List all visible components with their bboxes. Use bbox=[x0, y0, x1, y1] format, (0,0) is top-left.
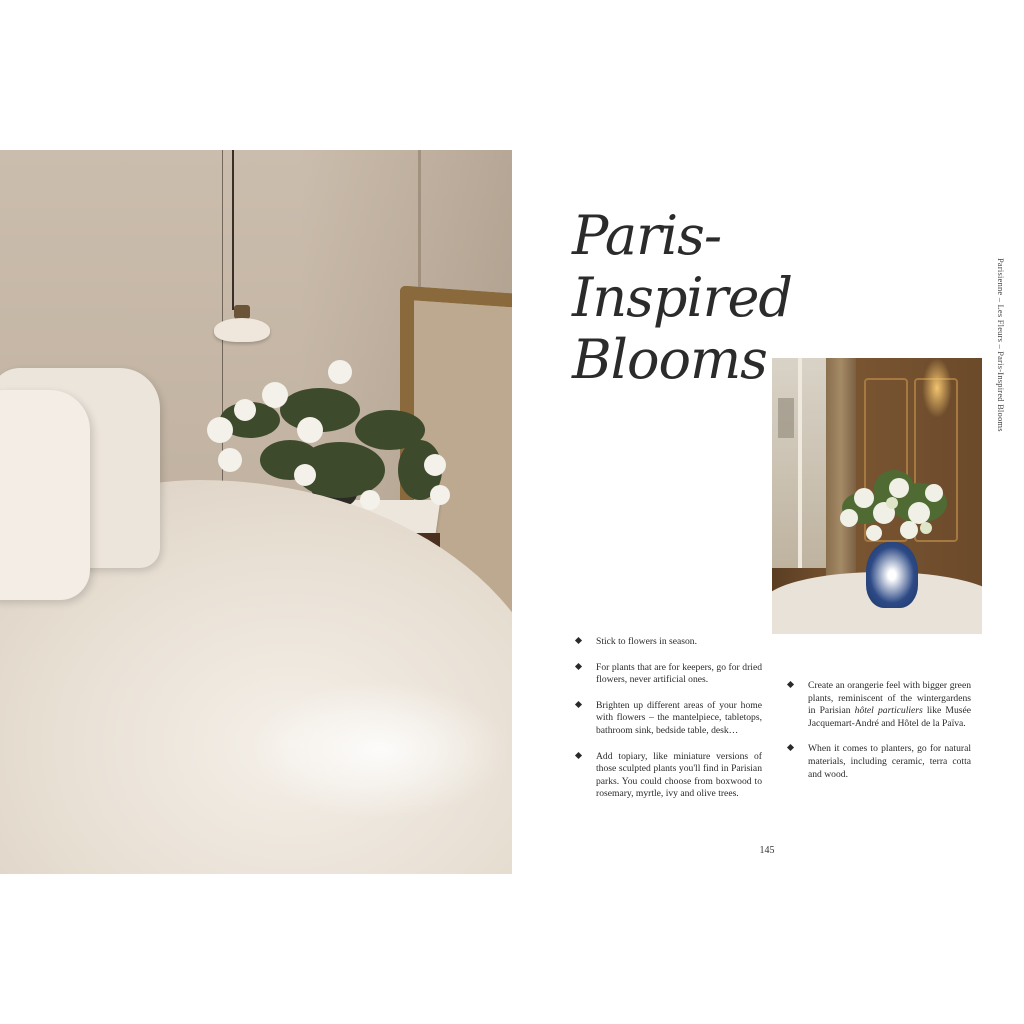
page-number: 145 bbox=[759, 845, 775, 856]
window-mullion bbox=[798, 358, 802, 568]
list-item-text: Add topiary, like miniature versions of those sculpted plants you'll find in Parisian parks. You could choose from boxwood to rosemary, myrtle, ivy and olive trees. bbox=[596, 750, 762, 800]
pendant-cord bbox=[232, 150, 234, 310]
list-item bbox=[786, 680, 971, 730]
pendant-lamp-cap bbox=[234, 305, 250, 319]
diamond-bullet-icon bbox=[575, 637, 582, 644]
title-line: Blooms bbox=[572, 328, 767, 391]
bedroom-photo bbox=[0, 150, 512, 874]
list-item bbox=[574, 636, 762, 649]
vase-photo bbox=[772, 358, 982, 634]
title-line: Paris- bbox=[572, 204, 722, 267]
diamond-bullet-icon bbox=[575, 663, 582, 670]
diamond-bullet-icon bbox=[787, 744, 794, 751]
tips-list-left bbox=[574, 636, 762, 814]
list-item-text: Create an orangerie feel with bigger green plants, reminiscent of the wintergardens in Parisian hôtel particuliers like Musée Jacquemart-André and Hôtel de la Païva. bbox=[808, 680, 971, 729]
list-item bbox=[574, 662, 762, 687]
list-item-text: For plants that are for keepers, go for dried flowers, never artificial ones. bbox=[596, 661, 762, 686]
title-line: Inspired bbox=[572, 266, 792, 329]
blue-white-vase bbox=[866, 542, 918, 608]
pillow bbox=[0, 390, 90, 600]
list-item bbox=[786, 743, 971, 781]
tips-list-right bbox=[786, 680, 971, 794]
list-item-text: Brighten up different areas of your home with flowers – the mantelpiece, tabletops, bathroom sink, bedside table, desk… bbox=[596, 699, 762, 736]
pendant-lamp bbox=[214, 318, 270, 342]
window-pane bbox=[778, 398, 794, 438]
window bbox=[772, 358, 834, 568]
diamond-bullet-icon bbox=[787, 681, 794, 688]
white-bouquet bbox=[834, 458, 954, 553]
list-item bbox=[574, 751, 762, 801]
emphasis-text: hôtel particuliers bbox=[854, 705, 923, 717]
sunlight-patch bbox=[250, 680, 510, 820]
diamond-bullet-icon bbox=[575, 701, 582, 708]
list-item bbox=[574, 700, 762, 738]
diamond-bullet-icon bbox=[575, 752, 582, 759]
wall-light-glow bbox=[922, 358, 952, 418]
running-head: Parisienne – Les Fleurs – Paris-Inspired Blooms bbox=[996, 258, 1006, 432]
list-item-text: When it comes to planters, go for natural materials, including ceramic, terra cotta and wood. bbox=[808, 743, 971, 780]
list-item-text: Stick to flowers in season. bbox=[596, 636, 697, 647]
